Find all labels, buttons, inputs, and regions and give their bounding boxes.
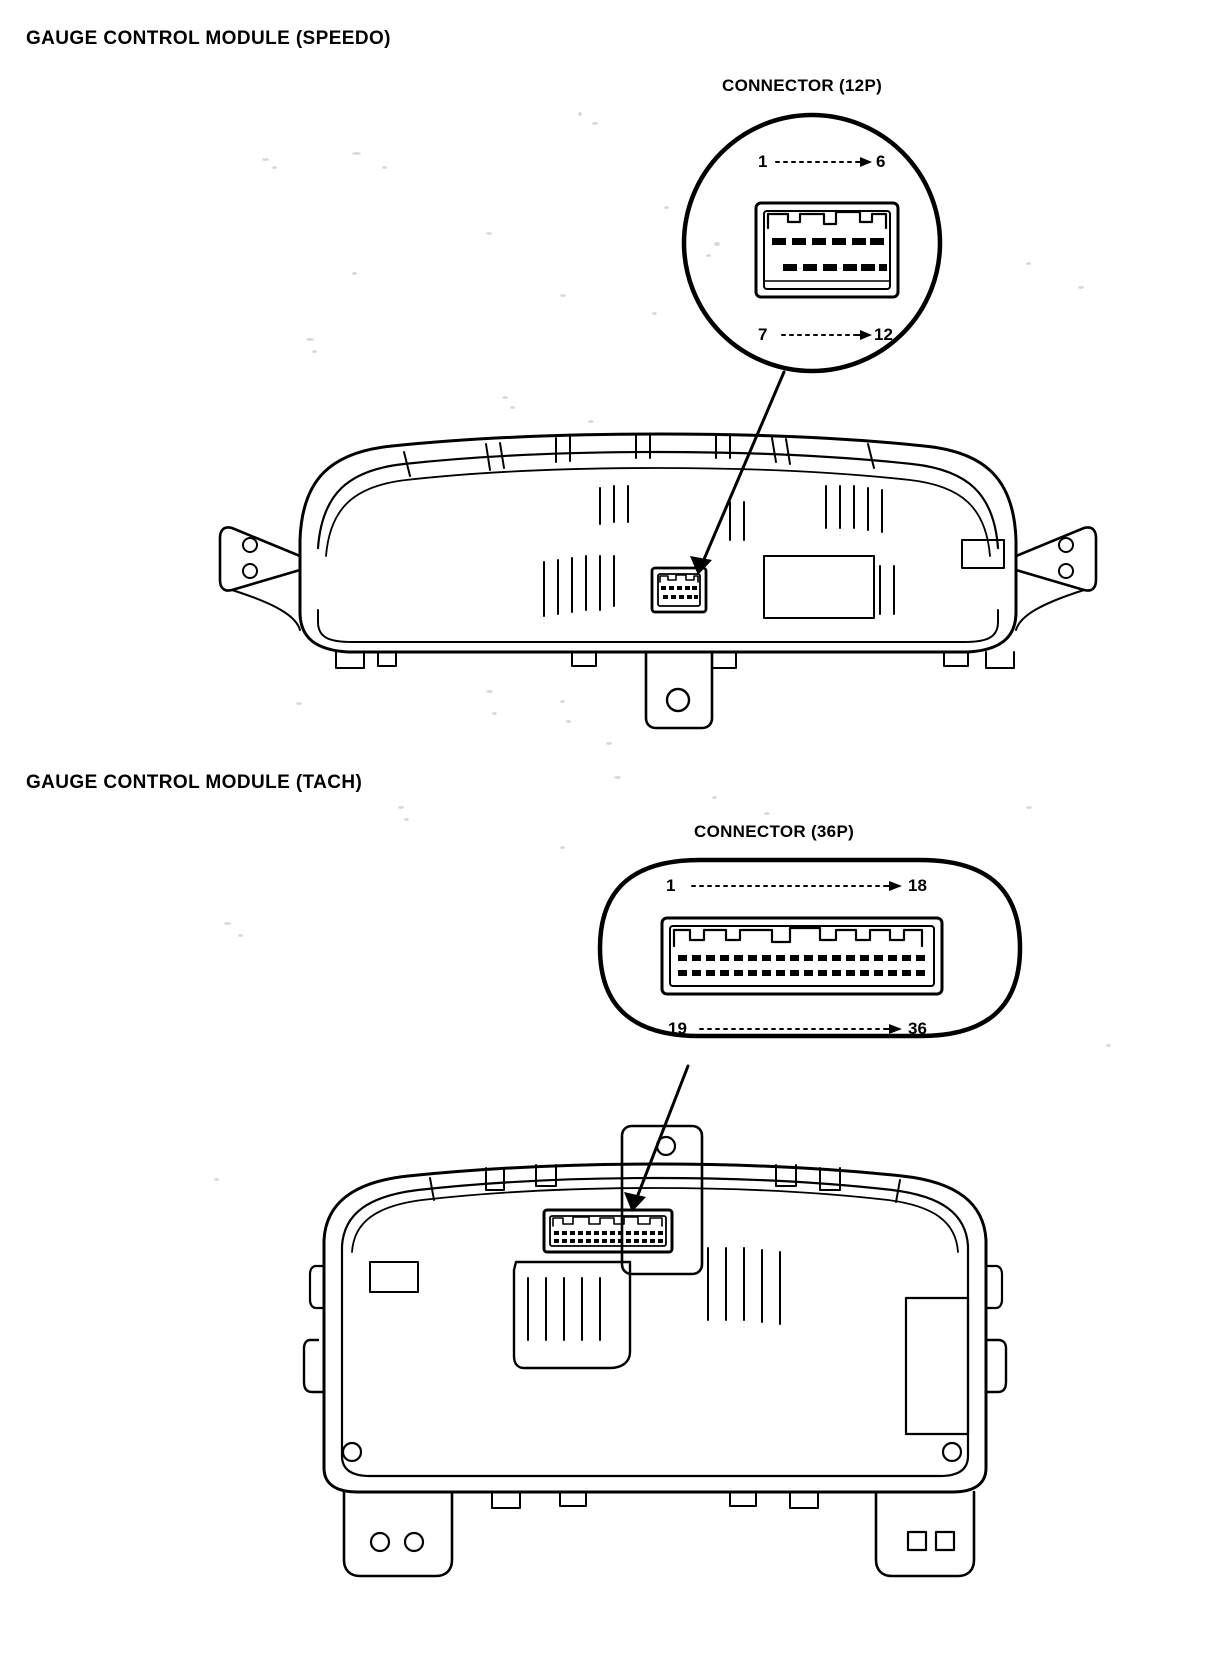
pin-label-36p-bottom-left: 19 xyxy=(668,1019,687,1038)
pin-label-12p-bottom-left: 7 xyxy=(758,325,768,344)
pin-label-36p-bottom-right: 36 xyxy=(908,1019,927,1038)
callout-leader-36p xyxy=(624,1066,688,1212)
pin-label-12p-top-left: 1 xyxy=(758,152,768,171)
callout-leader-12p xyxy=(690,372,784,575)
section-title-speedo: GAUGE CONTROL MODULE (SPEEDO) xyxy=(26,28,391,49)
gauge-module-speedo-housing xyxy=(220,434,1096,728)
connector-callout-12p xyxy=(684,115,940,371)
gauge-module-tach-housing xyxy=(304,1126,1006,1576)
pin-label-12p-bottom-right: 12 xyxy=(874,325,893,344)
connector-title-36p: CONNECTOR (36P) xyxy=(694,822,855,841)
pin-label-36p-top-right: 18 xyxy=(908,876,927,895)
pin-label-12p-top-right: 6 xyxy=(876,152,886,171)
pin-label-36p-top-left: 1 xyxy=(666,876,676,895)
section-title-tach: GAUGE CONTROL MODULE (TACH) xyxy=(26,772,363,793)
connector-title-12p: CONNECTOR (12P) xyxy=(722,76,883,95)
connector-callout-36p xyxy=(600,860,1020,1036)
